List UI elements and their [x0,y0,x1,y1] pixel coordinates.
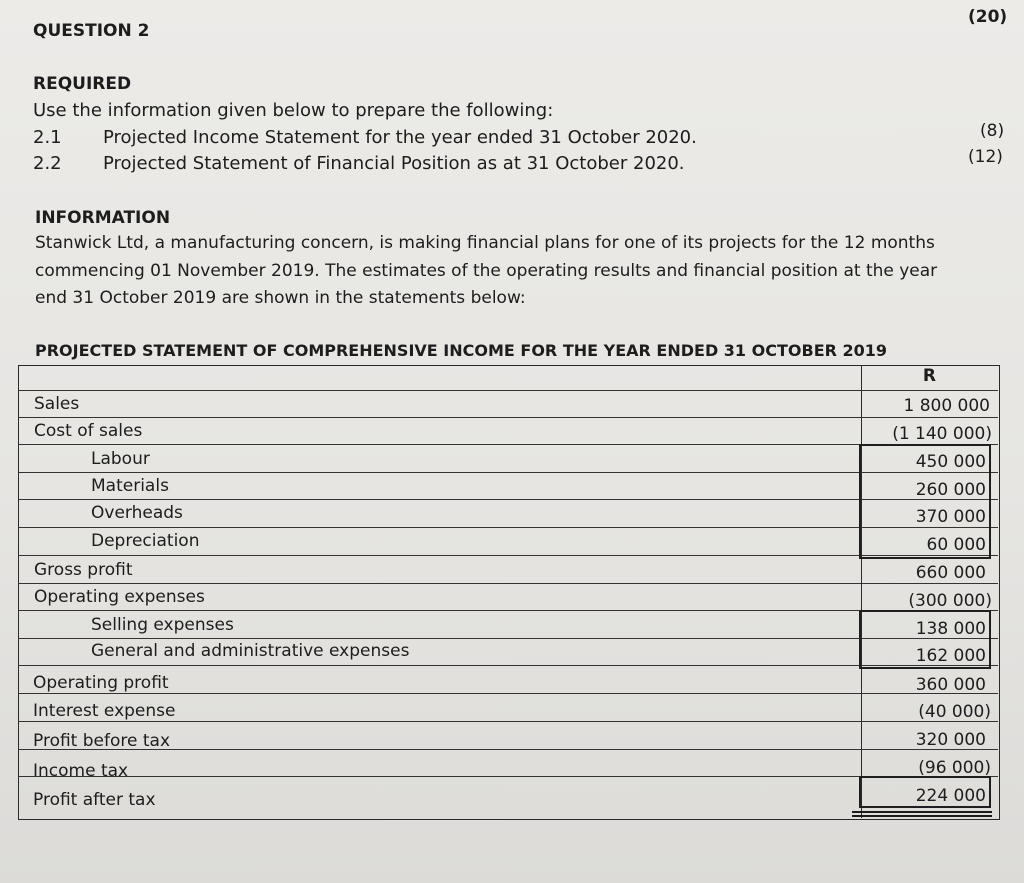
row-value-materials: 260 000 [915,480,986,500]
row-value-sales: 1 800 000 [903,396,990,416]
row-divider [18,555,998,556]
row-value-selling-expenses: 138 000 [915,619,986,639]
row-divider [18,527,998,528]
row-label-cost-of-sales: Cost of sales [34,421,143,441]
row-label-sales: Sales [34,394,80,414]
row-label-profit-before-tax: Profit before tax [33,731,171,751]
row-value-overheads: 370 000 [915,507,986,527]
item-number-2-1: 2.1 [33,127,62,148]
item-number-2-2: 2.2 [33,153,62,174]
row-value-cost-of-sales: (1 140 000) [892,424,992,444]
question-title: QUESTION 2 [33,21,150,41]
row-label-selling-expenses: Selling expenses [91,615,234,635]
statement-title: PROJECTED STATEMENT OF COMPREHENSIVE INCOME FOR THE YEAR ENDED 31 OCTOBER 2019 [35,341,888,360]
row-label-interest-expense: Interest expense [33,701,176,721]
row-label-materials: Materials [91,476,169,496]
double-underline [852,811,992,813]
row-label-depreciation: Depreciation [91,531,200,551]
required-intro: Use the information given below to prepare the following: [33,100,554,121]
item-text-2-1: Projected Income Statement for the year ended 31 October 2020. [103,127,697,148]
required-heading: REQUIRED [33,74,132,94]
row-divider [18,610,998,611]
row-label-labour: Labour [91,449,150,469]
row-divider [18,444,998,445]
row-value-general-admin-expenses: 162 000 [915,646,986,666]
row-value-operating-profit: 360 000 [915,675,986,695]
currency-header: R [922,366,936,386]
information-line-2: commencing 01 November 2019. The estimates of the operating results and financial position at the year [35,261,938,281]
item-text-2-2: Projected Statement of Financial Position as at 31 October 2020. [103,153,685,174]
row-label-profit-after-tax: Profit after tax [33,790,156,810]
row-label-operating-profit: Operating profit [33,673,169,693]
row-divider [18,472,998,473]
row-value-gross-profit: 660 000 [915,563,986,583]
double-underline [852,815,992,817]
row-value-profit-after-tax: 224 000 [915,786,986,806]
row-label-income-tax: Income tax [33,761,129,781]
income-statement-table [18,365,1000,820]
row-value-labour: 450 000 [915,452,986,472]
information-line-1: Stanwick Ltd, a manufacturing concern, is making financial plans for one of its projects for the 12 months [35,233,935,253]
row-value-interest-expense: (40 000) [918,702,991,722]
information-heading: INFORMATION [35,208,171,228]
row-divider [18,390,998,391]
row-divider [18,417,998,418]
row-value-income-tax: (96 000) [918,758,991,778]
row-value-depreciation: 60 000 [926,535,986,555]
information-line-3: end 31 October 2019 are shown in the statements below: [35,288,526,308]
row-value-operating-expenses: (300 000) [908,591,992,611]
row-label-operating-expenses: Operating expenses [34,587,205,607]
row-value-profit-before-tax: 320 000 [915,730,986,750]
row-divider [18,583,998,584]
row-label-overheads: Overheads [91,503,183,523]
row-label-gross-profit: Gross profit [34,560,133,580]
row-label-general-admin-expenses: General and administrative expenses [91,641,410,661]
item-marks-2-1: (8) [980,121,1005,141]
total-marks: (20) [968,7,1008,27]
item-marks-2-2: (12) [968,147,1003,167]
